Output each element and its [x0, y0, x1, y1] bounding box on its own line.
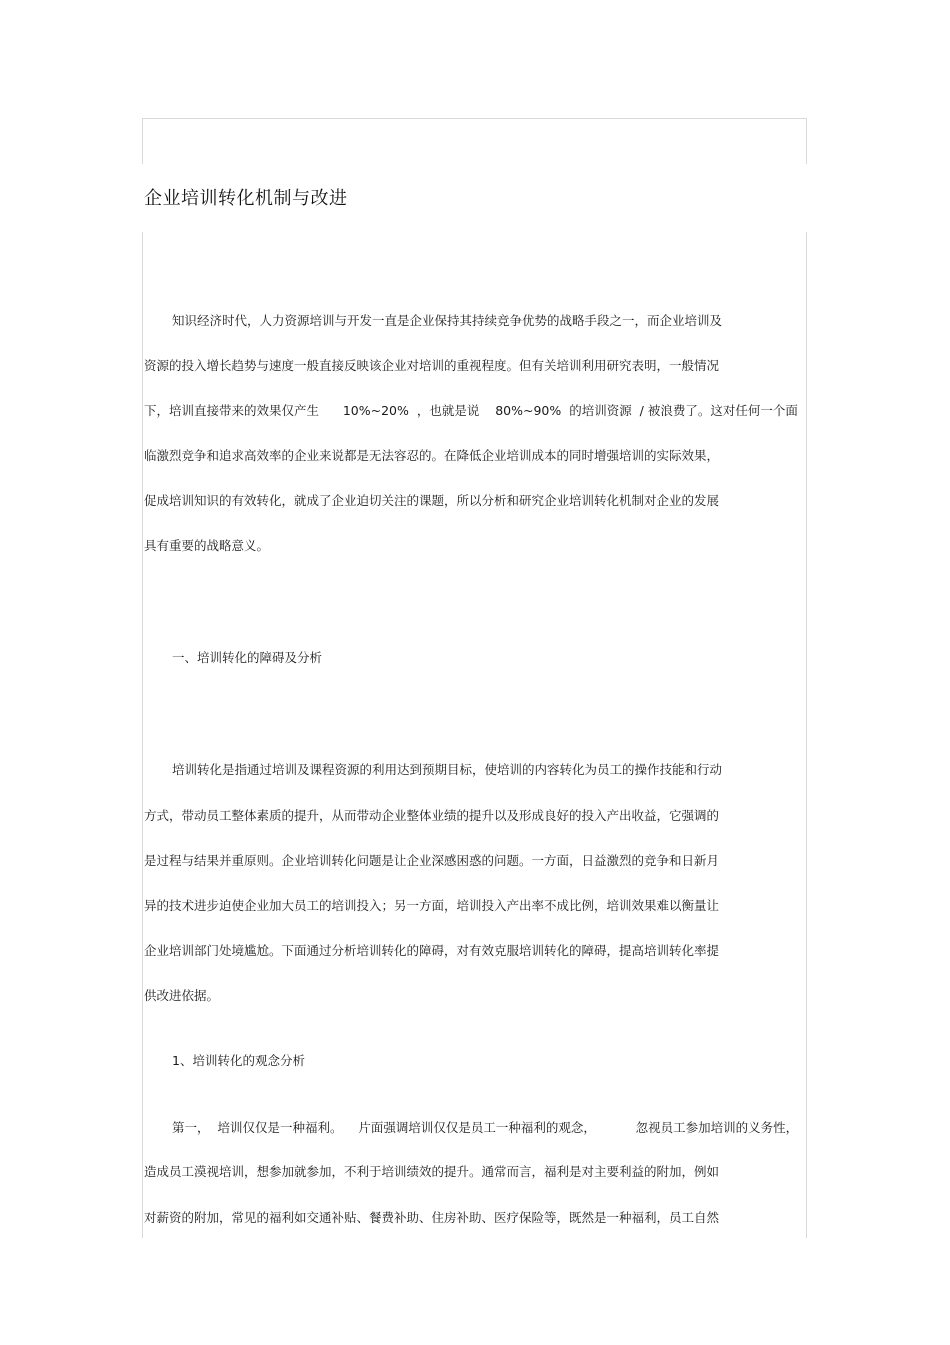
paragraph2-line: 方式，带动员工整体素质的提升，从而带动企业整体业绩的提升以及形成良好的投入产出收益，它强调的	[144, 808, 720, 823]
right-border-lower	[806, 232, 807, 1238]
document-title: 企业培训转化机制与改进	[144, 188, 348, 209]
paragraph3-line: 造成员工漠视培训，想参加就参加，不利于培训绩效的提升。通常而言，福利是对主要利益的附加，例如	[144, 1164, 720, 1179]
paragraph1-line: 下，培训直接带来的效果仅产生 10%~20% ，也就是说 80%~90% 的培训资源 / 被浪费了。这对任何一个面	[144, 403, 798, 418]
right-border-upper	[806, 118, 807, 164]
paragraph1-line: 临激烈竞争和追求高效率的企业来说都是无法容忍的。在降低企业培训成本的同时增强培训的实际效果，	[144, 448, 720, 463]
paragraph2-line: 培训转化是指通过培训及课程资源的利用达到预期目标，使培训的内容转化为员工的操作技能和行动	[172, 762, 723, 777]
paragraph1-line: 资源的投入增长趋势与速度一般直接反映该企业对培训的重视程度。但有关培训利用研究表明，一般情况	[144, 358, 720, 373]
left-border-upper	[142, 118, 143, 164]
left-border-lower	[142, 232, 143, 1238]
section-heading: 一、培训转化的障碍及分析	[172, 650, 323, 665]
paragraph3-line: 对薪资的附加，常见的福利如交通补贴、餐费补助、住房补助、医疗保险等，既然是一种福利，员工自然	[144, 1210, 720, 1225]
paragraph2-line: 是过程与结果并重原则。企业培训转化问题是让企业深感困惑的问题。一方面，日益激烈的竞争和日新月	[144, 853, 720, 868]
paragraph1-line: 促成培训知识的有效转化，就成了企业迫切关注的课题，所以分析和研究企业培训转化机制对企业的发展	[144, 493, 720, 508]
paragraph2-line: 企业培训部门处境尴尬。下面通过分析培训转化的障碍，对有效克服培训转化的障碍，提高培训转化率提	[144, 943, 720, 958]
subsection-heading: 1、培训转化的观念分析	[172, 1053, 305, 1068]
paragraph1-line: 具有重要的战略意义。	[144, 538, 270, 553]
paragraph2-line: 异的技术进步迫使企业加大员工的培训投入；另一方面，培训投入产出率不成比例，培训效果难以衡量让	[144, 898, 720, 913]
top-border-line	[142, 118, 807, 119]
paragraph3-line: 第一， 培训仅仅是一种福利。 片面强调培训仅仅是员工一种福利的观念， 忽视员工参加培训的义务性，	[172, 1120, 799, 1135]
paragraph1-line: 知识经济时代，人力资源培训与开发一直是企业保持其持续竞争优势的战略手段之一，而企业培训及	[172, 313, 723, 328]
paragraph2-line: 供改进依据。	[144, 988, 220, 1003]
